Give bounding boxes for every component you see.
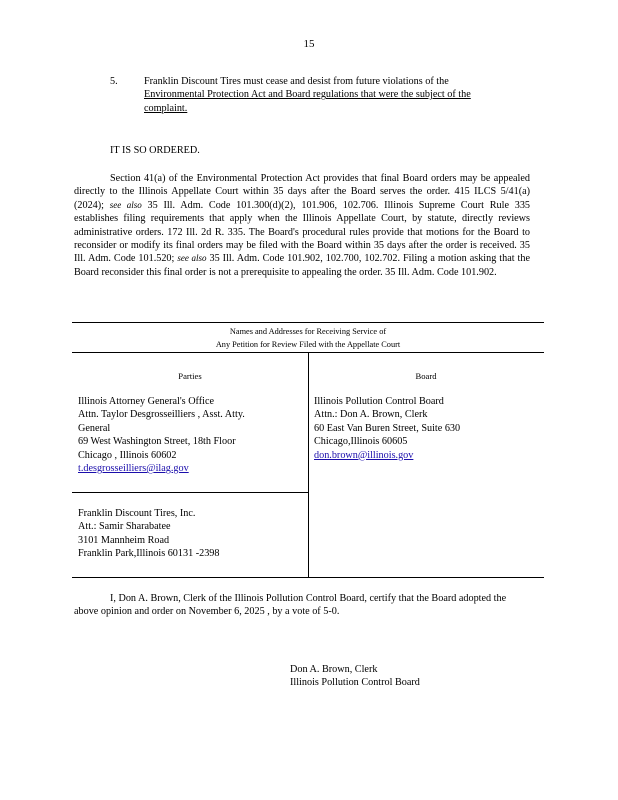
party-attorney-general [78,395,303,475]
appeal-notice-part1: Section 41(a) of the Environmental Protection Act provides that final Board orders may be appealed directly to the Illinois Appellate Court within 35 days after the Board serves the order. 415 ILCS 5/41(a) (2024); [74,173,530,211]
appeal-notice-part3: 35 Ill. Adm. Code 101.902, 102.700, 102.702. Filing a motion asking that the Board reconsider this final order is not a prerequisite to appealing the order. 35 Ill. Adm. Code 101.902. [74,253,530,278]
so-ordered-heading: IT IS SO ORDERED. [110,145,200,156]
party2-city: Franklin Park,Illinois 60131 -2398 [78,548,220,560]
board-street: 60 East Van Buren Street, Suite 630 [314,422,461,434]
party1-name: Illinois Attorney General's Office [78,396,215,407]
table-column-divider [308,352,309,577]
certification-body: I, Don A. Brown, Clerk of the Illinois Pollution Control Board, certify that the Board adopted the above opinion and order on November 6, 2025 , by a vote of 5-0. [74,593,507,618]
appeal-notice-part2: 35 Ill. Adm. Code 101.300(d)(2), 101.906, 102.706. Illinois Supreme Court Rule 335 establishes filing requirements that apply when the Illinois Appellate Court, by statute, directly reviews administrative orders. 172 Ill. 2d R. 335. The Board's procedural rules provide that motions for the Board to reconsider or modify its final orders may be filed with the Board within 35 days after the order is received. 35 Ill. Adm. Code 101.520; [74,199,531,265]
party2-attn: Att.: Samir Sharabatee [78,521,171,533]
board-name: Illinois Pollution Control Board [314,396,444,407]
board-attn: Attn.: Don A. Brown, Clerk [314,409,428,421]
see-also-2: see also [177,253,207,264]
party1-attn2: General [78,422,111,434]
appeal-notice-paragraph [74,172,530,279]
signature-block [290,663,420,690]
order-item-lead: Franklin Discount Tires must cease and desist from future violations of the [144,76,449,87]
order-item-text [144,75,534,115]
parties-heading: Parties [178,371,202,381]
signature-org: Illinois Pollution Control Board [290,677,420,689]
service-table [72,322,544,578]
table-row-divider [72,492,308,493]
board-address [314,395,539,462]
table-header-line2: Any Petition for Review Filed with the Appellate Court [215,340,401,349]
page-number: 15 [303,38,315,50]
board-email-link[interactable]: don.brown@illinois.gov [314,449,414,461]
order-item-line2: Environmental Protection Act and Board regulations that were the subject of the [144,89,471,101]
board-heading: Board [415,371,437,381]
order-item-line3: complaint. [144,102,188,114]
certification-text [74,592,524,619]
party2-street: 3101 Mannheim Road [78,534,170,546]
party1-street: 69 West Washington Street, 18th Floor [78,436,236,448]
party-franklin-discount-tires [78,507,303,561]
table-header-line1: Names and Addresses for Receiving Service of [229,327,387,336]
board-city: Chicago,Illinois 60605 [314,436,408,448]
order-item-number: 5. [110,76,118,87]
party1-email-link[interactable]: t.desgrosseilliers@ilag.gov [78,463,189,475]
party1-attn: Attn. Taylor Desgrosseilliers , Asst. Atty. [78,409,245,421]
party2-name: Franklin Discount Tires, Inc. [78,508,196,519]
see-also-1: see also [109,199,142,210]
signature-name: Don A. Brown, Clerk [290,664,378,675]
party1-city: Chicago , Illinois 60602 [78,449,177,461]
